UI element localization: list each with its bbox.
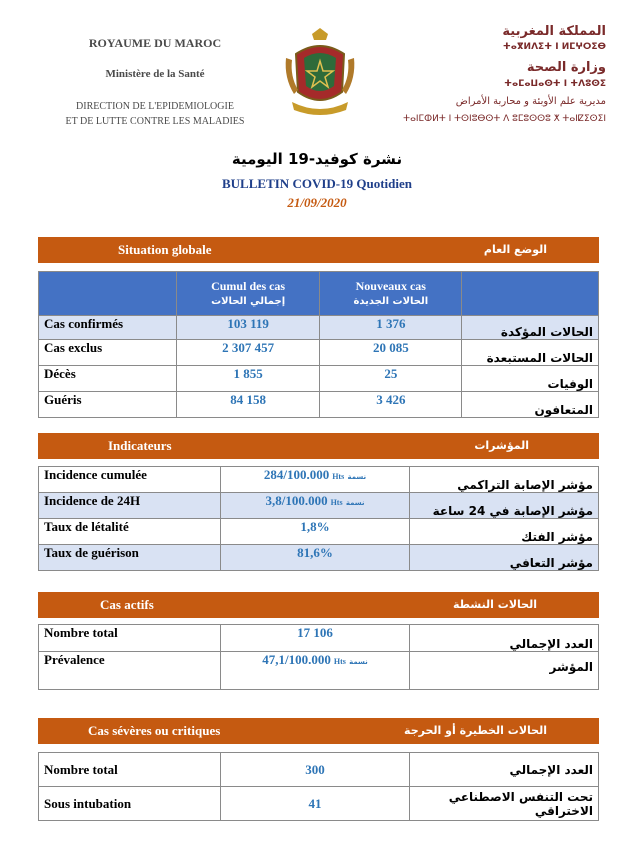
- column-header-cumul: Cumul des cas إجمالي الحالات: [176, 272, 320, 316]
- header-direction-ar: مديرية علم الأوبئة و محاربة الأمراض: [455, 96, 606, 107]
- section-band-situation: [38, 237, 599, 263]
- table-row: Nombre total 17 106 العدد الإجمالي: [39, 625, 599, 652]
- situation-table: [38, 271, 599, 418]
- section-title-fr: Cas actifs: [100, 597, 154, 612]
- table-row: Incidence cumulée 284/100.000 Hts نسمة مؤشر الإصابة التراكمي: [39, 467, 599, 493]
- header-country-ar: المملكة المغربية: [502, 24, 606, 39]
- table-row: Prévalence 47,1/100.000 Hts نسمة المؤشر: [39, 652, 599, 690]
- table-row: Incidence de 24H 3,8/100.000 Hts نسمة مؤشر الإصابة في 24 ساعة: [39, 493, 599, 519]
- indicateurs-table: [38, 466, 599, 571]
- section-title-ar: الحالات الخطيرة أو الحرجة: [404, 724, 547, 737]
- table-row: Taux de guérison 81,6% مؤشر التعافي: [39, 545, 599, 571]
- column-header-new: Nouveaux cas الحالات الجديدة: [320, 272, 462, 316]
- bulletin-title-fr: BULLETIN COVID-19 Quotidien: [222, 176, 412, 191]
- section-title-ar: المؤشرات: [474, 439, 529, 452]
- actifs-table: [38, 624, 599, 690]
- severes-table: [38, 752, 599, 821]
- section-band-actifs: [38, 592, 599, 618]
- header-direction-fr-2: ET DE LUTTE CONTRE LES MALADIES: [65, 116, 245, 127]
- header-direction-fr-1: DIRECTION DE L'EPIDEMIOLOGIE: [76, 101, 234, 112]
- section-title-ar: الوضع العام: [483, 243, 547, 256]
- table-row: Décès 1 855 25 الوفيات: [39, 366, 599, 392]
- bulletin-date: 21/09/2020: [287, 195, 347, 210]
- table-row: Nombre total 300 العدد الإجمالي: [39, 753, 599, 787]
- header-country-fr: ROYAUME DU MAROC: [88, 36, 222, 50]
- bulletin-title-ar: نشرة كوفيد-19 اليومية: [231, 150, 403, 168]
- section-band-indicateurs: [38, 433, 599, 459]
- section-band-severes: [38, 718, 599, 744]
- header-ministry-tifinagh: ⵜⴰⵎⴰⵡⴰⵙⵜ ⵏ ⵜⴷⵓⵙⵉ: [504, 79, 606, 89]
- table-row: Sous intubation 41 تحت التنفس الاصطناعي الاختراقي: [39, 787, 599, 821]
- header-direction-tifinagh: ⵜⴰⵏⵎⵀⵍⵜ ⵏ ⵜⵙⵏⵓⴱⵙⵜ ⴷ ⵓⵎⵓⵙⵙⵓ ⵅ ⵜⴰⵏⵇⵉⵙⵉⵏ: [403, 114, 606, 124]
- table-row: Cas confirmés 103 119 1 376 الحالات المؤكدة: [39, 316, 599, 340]
- section-title-ar: الحالات النشطة: [452, 598, 537, 611]
- header-ministry-ar: وزارة الصحة: [526, 60, 606, 75]
- header-ministry-fr: Ministère de la Santé: [105, 68, 205, 80]
- header-country-tifinagh: ⵜⴰⴳⵍⴷⵉⵜ ⵏ ⵍⵎⵖⵔⵉⴱ: [502, 42, 606, 52]
- table-row: Cas exclus 2 307 457 20 085 الحالات المستبعدة: [39, 340, 599, 366]
- section-title-fr: Indicateurs: [108, 438, 172, 453]
- section-title-fr: Situation globale: [118, 242, 212, 257]
- section-title-fr: Cas sévères ou critiques: [88, 723, 221, 738]
- table-row: Guéris 84 158 3 426 المتعافون: [39, 392, 599, 418]
- table-row: Taux de létalité 1,8% مؤشر الفتك: [39, 519, 599, 545]
